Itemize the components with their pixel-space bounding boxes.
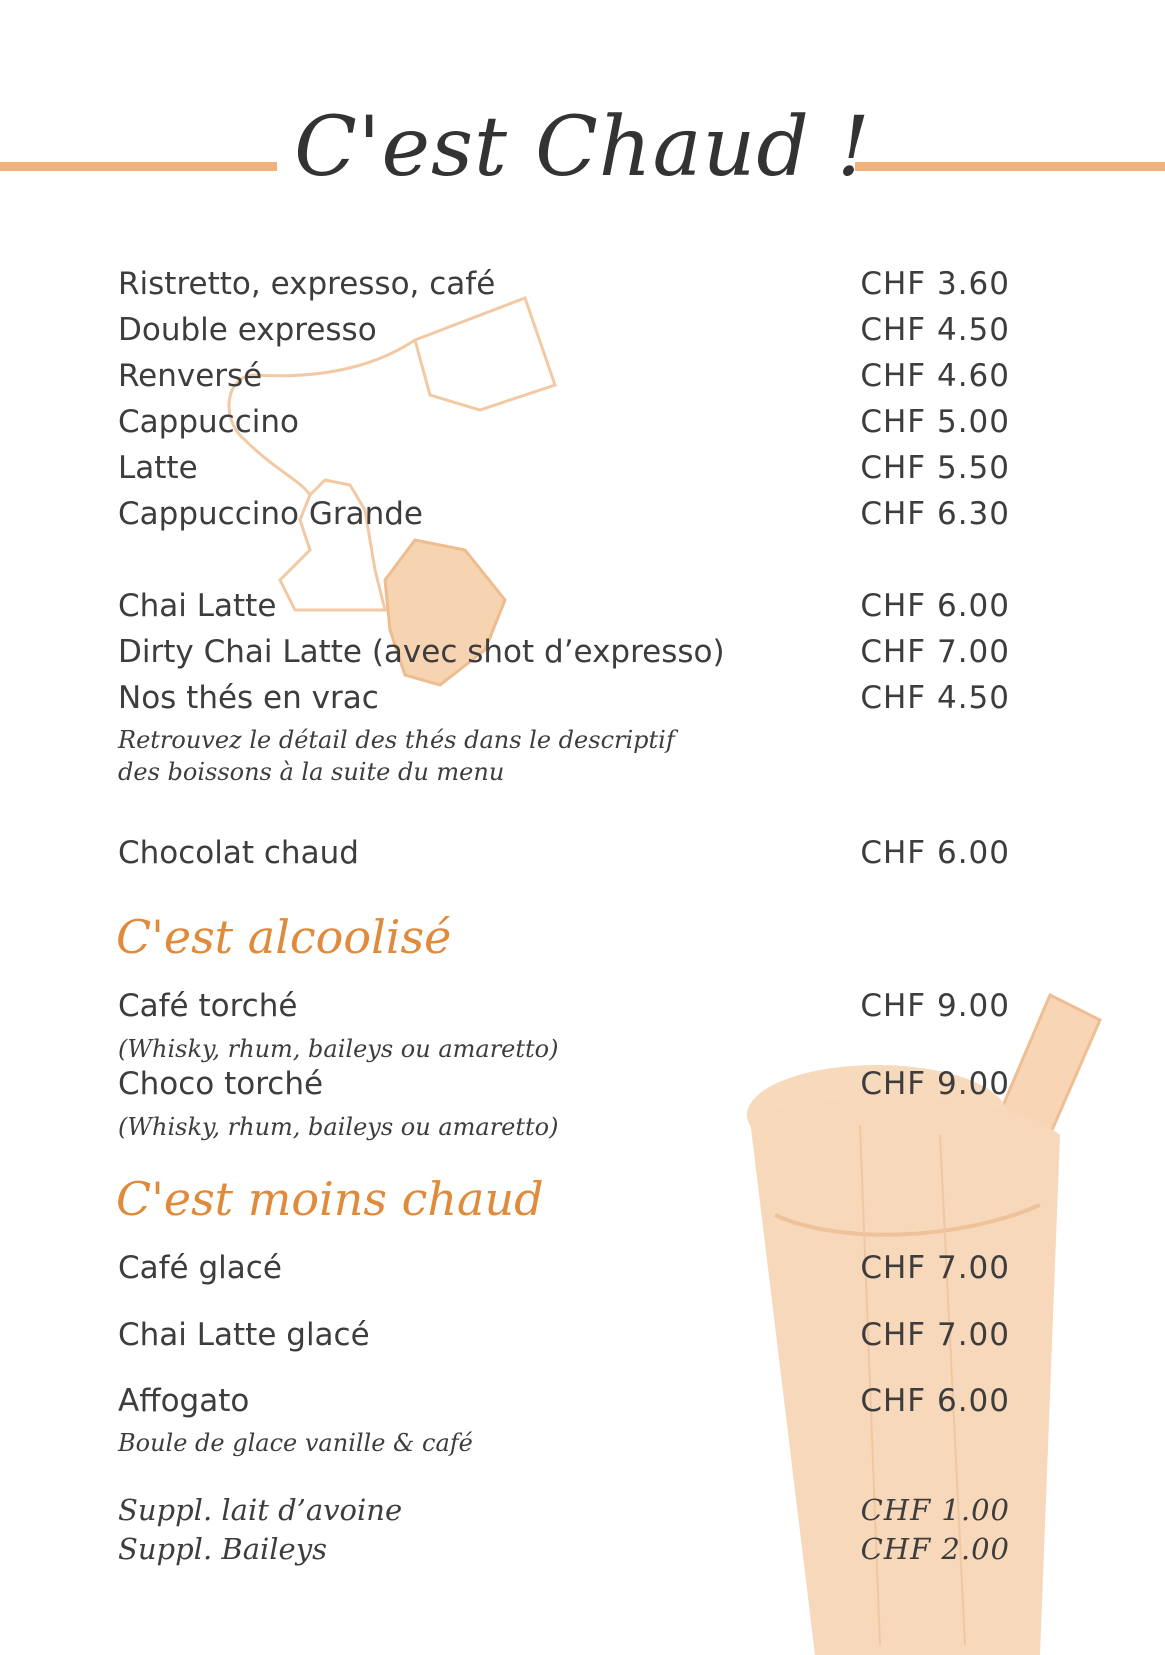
- item-name: Ristretto, expresso, café: [118, 266, 496, 302]
- item-price: CHF 7.00: [860, 1317, 1010, 1353]
- item-name: Affogato: [118, 1383, 250, 1419]
- item-name: Chocolat chaud: [118, 835, 359, 871]
- item-name: Renversé: [118, 358, 263, 394]
- item-price: CHF 4.50: [860, 680, 1010, 716]
- item-price: CHF 2.00: [860, 1532, 1010, 1566]
- item-price: CHF 4.60: [860, 358, 1010, 394]
- item-price: CHF 6.30: [860, 496, 1010, 532]
- item-name: Dirty Chai Latte (avec shot d’expresso): [118, 634, 725, 670]
- item-name: Double expresso: [118, 312, 377, 348]
- item-note: Boule de glace vanille & café: [118, 1429, 473, 1457]
- item-name: Cappuccino Grande: [118, 496, 423, 532]
- item-price: CHF 4.50: [860, 312, 1010, 348]
- item-name: Suppl. lait d’avoine: [118, 1493, 403, 1527]
- item-name: Cappuccino: [118, 404, 299, 440]
- tea-note-line2: des boissons à la suite du menu: [118, 758, 505, 786]
- item-price: CHF 3.60: [860, 266, 1010, 302]
- item-price: CHF 6.00: [860, 1383, 1010, 1419]
- item-name: Nos thés en vrac: [118, 680, 379, 716]
- page-title: C'est Chaud !: [294, 100, 871, 195]
- item-price: CHF 9.00: [860, 988, 1010, 1024]
- item-price: CHF 5.50: [860, 450, 1010, 486]
- item-price: CHF 5.00: [860, 404, 1010, 440]
- item-price: CHF 9.00: [860, 1066, 1010, 1102]
- item-price: CHF 6.00: [860, 588, 1010, 624]
- item-note: (Whisky, rhum, baileys ou amaretto): [118, 1113, 559, 1141]
- item-price: CHF 7.00: [860, 634, 1010, 670]
- section-title-alcohol: C'est alcoolisé: [116, 910, 452, 964]
- tea-note-line1: Retrouvez le détail des thés dans le descriptif: [118, 726, 675, 754]
- item-price: CHF 7.00: [860, 1250, 1010, 1286]
- item-name: Café glacé: [118, 1250, 282, 1286]
- section-title-cold: C'est moins chaud: [116, 1172, 544, 1226]
- item-price: CHF 6.00: [860, 835, 1010, 871]
- item-name: Latte: [118, 450, 198, 486]
- item-name: Café torché: [118, 988, 298, 1024]
- item-price: CHF 1.00: [860, 1493, 1010, 1527]
- item-name: Chai Latte: [118, 588, 277, 624]
- item-note: (Whisky, rhum, baileys ou amaretto): [118, 1035, 559, 1063]
- item-name: Suppl. Baileys: [118, 1532, 327, 1566]
- item-name: Choco torché: [118, 1066, 324, 1102]
- item-name: Chai Latte glacé: [118, 1317, 370, 1353]
